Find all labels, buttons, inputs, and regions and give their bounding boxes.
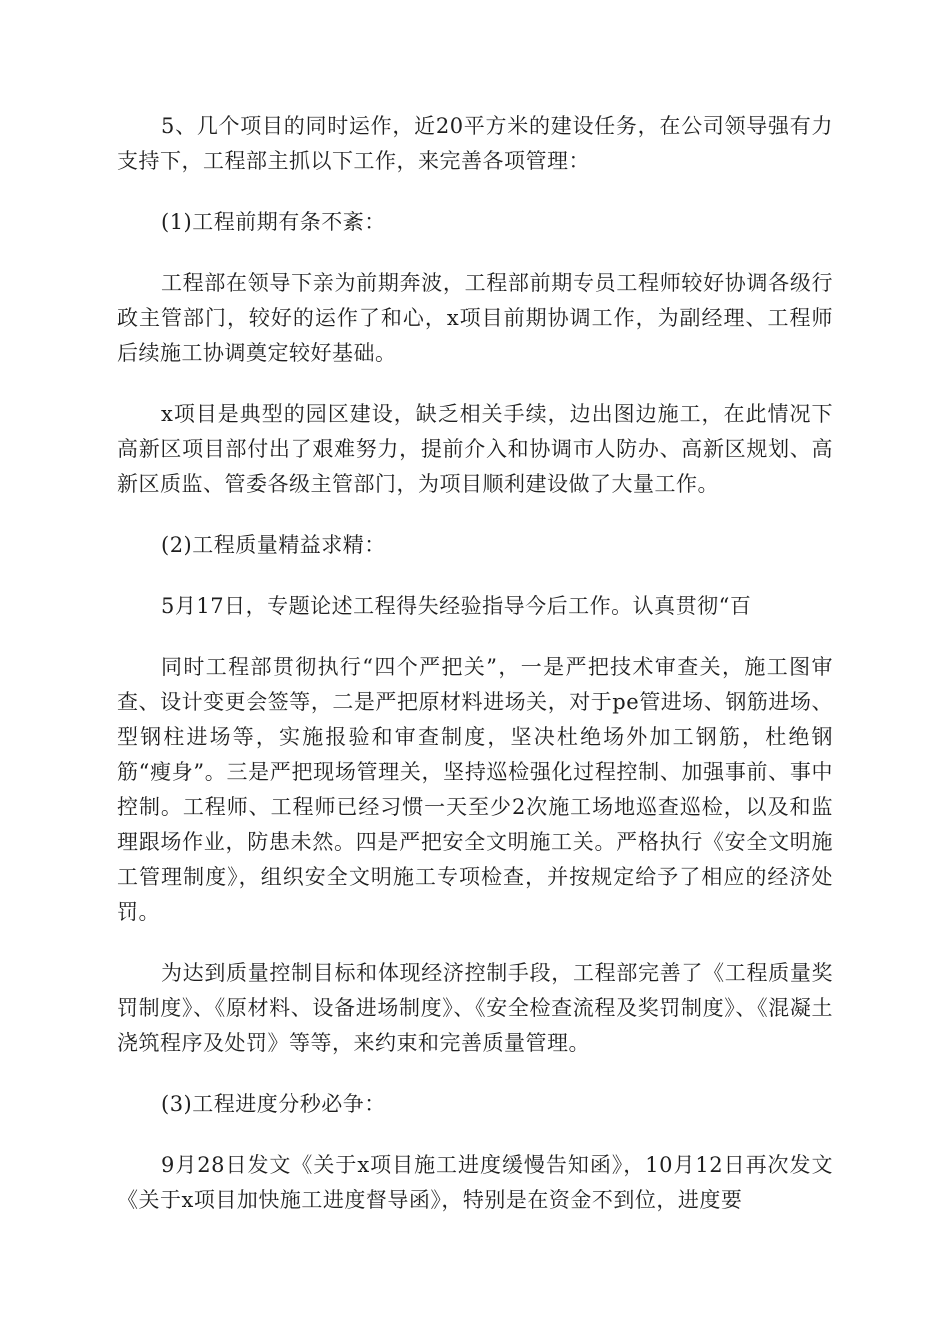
paragraph-quality-rules: 为达到质量控制目标和体现经济控制手段，工程部完善了《工程质量奖罚制度》、《原材料、设备进场制度》、《安全检查流程及奖罚制度》、《混凝土浇筑程序及处罚》等等，来约束和完善质量管理。 xyxy=(117,961,833,1055)
section-heading-1: (1)工程前期有条不紊： xyxy=(161,210,386,234)
paragraph-may-17: 5月17日，专题论述工程得失经验指导今后工作。认真贯彻“百 xyxy=(161,594,752,618)
paragraph-item-5-intro: 5、几个项目的同时运作，近20平方米的建设任务，在公司领导强有力支持下，工程部主抓以下工作，来完善各项管理： xyxy=(117,114,833,173)
paragraph-four-strict-controls: 同时工程部贯彻执行“四个严把关”，一是严把技术审查关，施工图审查、设计变更会签等，二是严把原材料进场关，对于pe管进场、钢筋进场、型钢柱进场等，实施报验和审查制度，坚决杜绝场外加工钢筋，杜绝钢筋“瘦身”。三是严把现场管理关，坚持巡检强化过程控制、加强事前、事中控制。工程师、工程师已经习惯一天至少2次施工场地巡查巡检，以及和监理跟场作业，防患未然。四是严把安全文明施工关。严格执行《安全文明施工管理制度》，组织安全文明施工专项检查，并按规定给予了相应的经济处罚。 xyxy=(117,655,833,924)
paragraph-progress-notices: 9月28日发文《关于x项目施工进度缓慢告知函》，10月12日再次发文《关于x项目加快施工进度督导函》，特别是在资金不到位，进度要 xyxy=(117,1153,833,1212)
section-heading-3: (3)工程进度分秒必争： xyxy=(161,1092,386,1116)
document-body xyxy=(117,109,833,1244)
paragraph-preliminary-coordination: 工程部在领导下亲为前期奔波，工程部前期专员工程师较好协调各级行政主管部门，较好的运作了和心，x项目前期协调工作，为副经理、工程师后续施工协调奠定较好基础。 xyxy=(117,271,833,365)
section-heading-2: (2)工程质量精益求精： xyxy=(161,533,386,557)
paragraph-park-construction: x项目是典型的园区建设，缺乏相关手续，边出图边施工，在此情况下高新区项目部付出了艰难努力，提前介入和协调市人防办、高新区规划、高新区质监、管委各级主管部门，为项目顺利建设做了大量工作。 xyxy=(117,402,833,496)
